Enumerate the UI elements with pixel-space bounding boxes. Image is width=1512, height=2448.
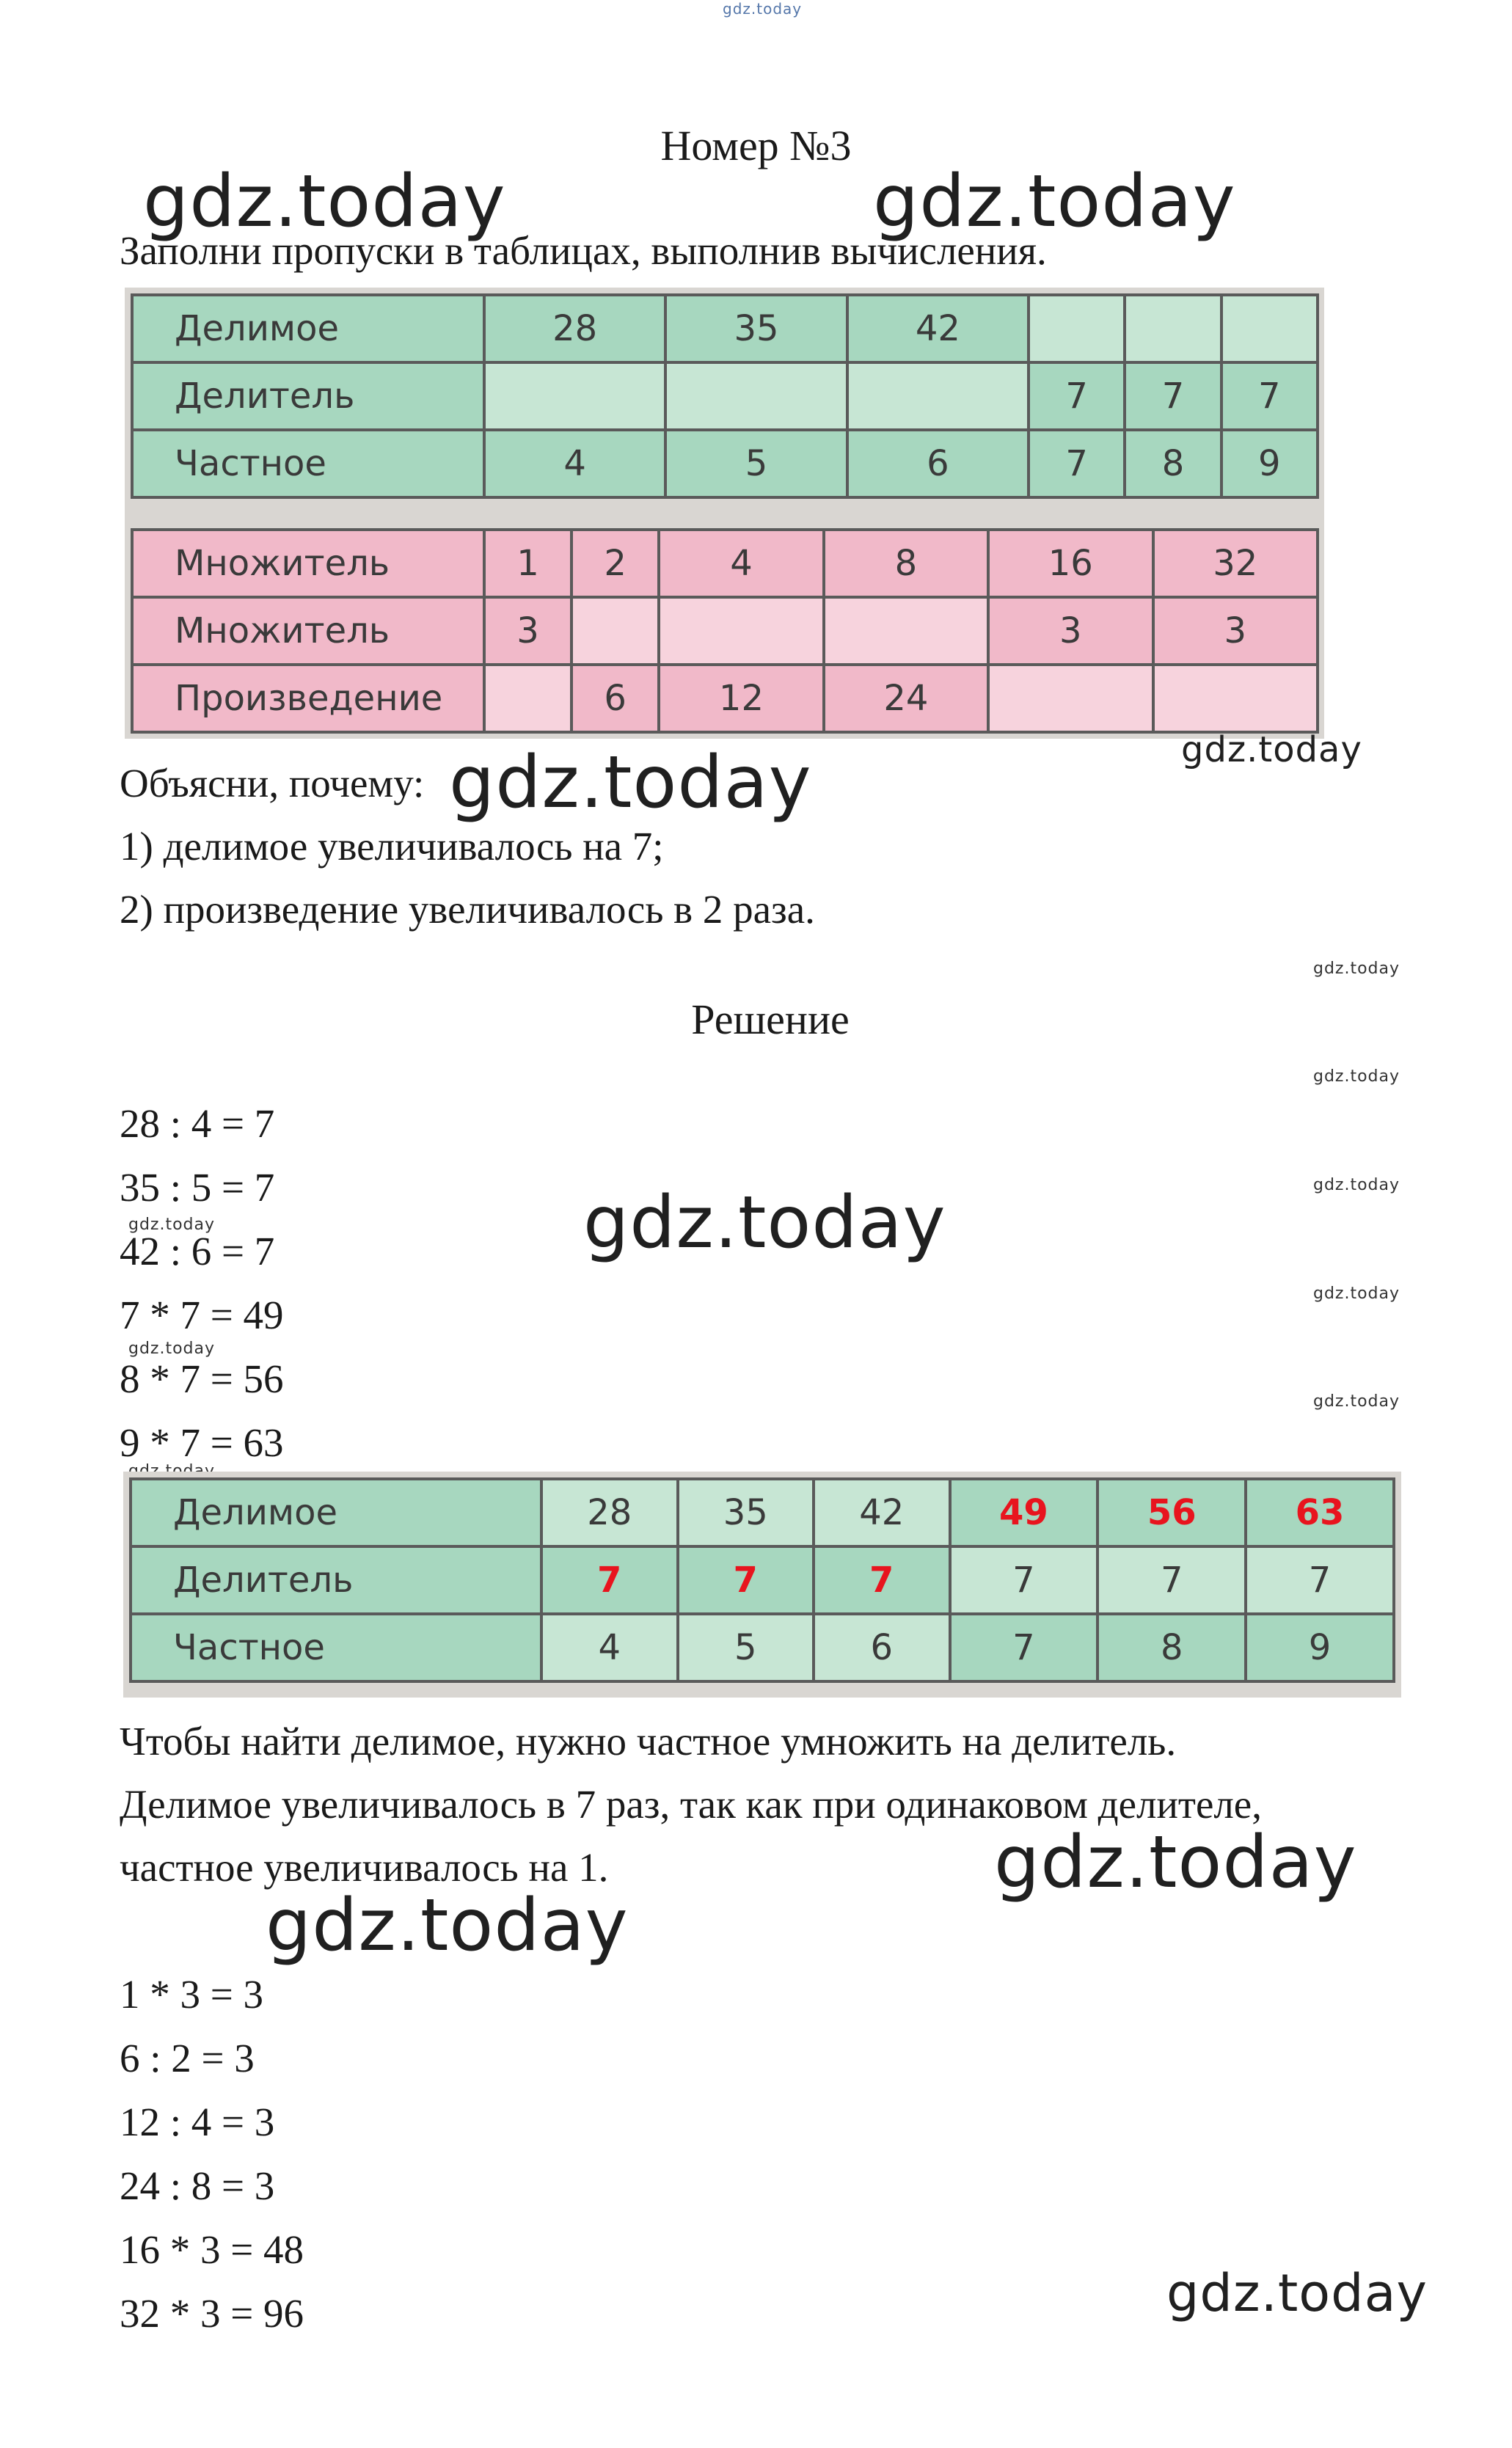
table-cell: 42: [847, 295, 1029, 362]
table-cell: 9: [1221, 430, 1318, 497]
table-cell: [1125, 295, 1221, 362]
calc-line: 24 : 8 = 3: [120, 2163, 275, 2208]
table-cell: 16: [988, 530, 1153, 597]
filled-cell: 56: [1098, 1479, 1246, 1546]
table-cell: 6: [847, 430, 1029, 497]
table-cell: 5: [678, 1614, 814, 1681]
rule-line: Чтобы найти делимое, нужно частное умножить на делитель.: [120, 1719, 1177, 1764]
watermark: gdz.today: [1313, 1067, 1400, 1086]
calc-line: 7 * 7 = 49: [120, 1293, 284, 1337]
calc-line: 32 * 3 = 96: [120, 2291, 304, 2336]
calc-line: 1 * 3 = 3: [120, 1972, 264, 2017]
explain-item-2: 2) произведение увеличивалось в 2 раза.: [120, 887, 815, 932]
table-row: [132, 597, 1318, 665]
table-cell: 7: [1221, 362, 1318, 430]
table-cell: [484, 362, 665, 430]
table-cell: 12: [659, 665, 823, 732]
table-row: [132, 665, 1318, 732]
filled-cell: 49: [950, 1479, 1098, 1546]
row-label: Произведение: [132, 665, 484, 732]
calc-line: 28 : 4 = 7: [120, 1101, 275, 1146]
top-watermark: gdz.today: [723, 0, 803, 18]
division-table: [131, 293, 1319, 499]
explain-label: Объясни, почему:: [120, 761, 425, 805]
rule-line: частное увеличивалось на 1.: [120, 1845, 609, 1890]
filled-cell: 7: [678, 1546, 814, 1614]
table-cell: 6: [571, 665, 659, 732]
calc-line: 9 * 7 = 63: [120, 1420, 284, 1465]
table-cell: 35: [665, 295, 847, 362]
watermark: gdz.today: [873, 160, 1236, 244]
calc-line: 6 : 2 = 3: [120, 2036, 255, 2080]
table-row: [132, 362, 1318, 430]
watermark: gdz.today: [266, 1884, 629, 1967]
row-label: Делимое: [131, 1479, 541, 1546]
row-label: Делитель: [131, 1546, 541, 1614]
row-label: Множитель: [132, 530, 484, 597]
table-cell: 6: [814, 1614, 950, 1681]
calc-line: 12 : 4 = 3: [120, 2100, 275, 2144]
table-row: [131, 1614, 1394, 1681]
table-cell: 4: [659, 530, 823, 597]
table-cell: [665, 362, 847, 430]
table-cell: 7: [1098, 1546, 1246, 1614]
calc-line: 16 * 3 = 48: [120, 2227, 304, 2272]
watermark: gdz.today: [1313, 1285, 1400, 1303]
table-cell: [824, 597, 988, 665]
table-cell: 9: [1246, 1614, 1394, 1681]
watermark: gdz.today: [143, 160, 506, 244]
table-cell: 35: [678, 1479, 814, 1546]
table-cell: 7: [1246, 1546, 1394, 1614]
table-cell: [988, 665, 1153, 732]
table-cell: 42: [814, 1479, 950, 1546]
table-cell: 8: [1125, 430, 1221, 497]
task-text: Заполни пропуски в таблицах, выполнив вычисления.: [120, 228, 1047, 273]
table-cell: 8: [1098, 1614, 1246, 1681]
table-row: [131, 1546, 1394, 1614]
multiplication-table: [131, 528, 1319, 734]
table-cell: 7: [1125, 362, 1221, 430]
table-row: [132, 430, 1318, 497]
table-cell: 5: [665, 430, 847, 497]
row-label: Частное: [131, 1614, 541, 1681]
table-cell: 32: [1153, 530, 1318, 597]
table-cell: 3: [988, 597, 1153, 665]
table-cell: 3: [1153, 597, 1318, 665]
page-title: Номер №3: [660, 122, 852, 169]
watermark: gdz.today: [1313, 1392, 1400, 1411]
table-cell: [1029, 295, 1125, 362]
watermark: gdz.today: [128, 1216, 216, 1234]
watermark: gdz.today: [1166, 2263, 1428, 2323]
table-cell: [1153, 665, 1318, 732]
watermark: gdz.today: [1313, 960, 1400, 978]
table-cell: 3: [484, 597, 571, 665]
table-cell: 24: [824, 665, 988, 732]
table-cell: 28: [541, 1479, 678, 1546]
table-cell: 7: [950, 1614, 1098, 1681]
table-cell: 7: [950, 1546, 1098, 1614]
table-row: [132, 295, 1318, 362]
table-cell: 1: [484, 530, 571, 597]
calc-line: 42 : 6 = 7: [120, 1229, 275, 1274]
table-cell: [484, 665, 571, 732]
row-label: Делимое: [132, 295, 484, 362]
watermark: gdz.today: [449, 741, 812, 825]
watermark: gdz.today: [1313, 1176, 1400, 1194]
table-cell: 7: [1029, 362, 1125, 430]
table-cell: 7: [1029, 430, 1125, 497]
table-row: [132, 530, 1318, 597]
solved-division-table: [129, 1477, 1395, 1683]
table-cell: 4: [484, 430, 665, 497]
watermark: gdz.today: [583, 1181, 946, 1265]
rule-line: Делимое увеличивалось в 7 раз, так как при одинаковом делителе,: [120, 1782, 1262, 1827]
filled-cell: 63: [1246, 1479, 1394, 1546]
row-label: Множитель: [132, 597, 484, 665]
explain-item-1: 1) делимое увеличивалось на 7;: [120, 824, 664, 869]
filled-cell: 7: [814, 1546, 950, 1614]
table-cell: 28: [484, 295, 665, 362]
filled-cell: 7: [541, 1546, 678, 1614]
table-cell: 8: [824, 530, 988, 597]
row-label: Делитель: [132, 362, 484, 430]
watermark: gdz.today: [1181, 729, 1362, 770]
table-row: [131, 1479, 1394, 1546]
solution-title: Решение: [691, 995, 850, 1043]
watermark: gdz.today: [994, 1821, 1357, 1904]
table-cell: 2: [571, 530, 659, 597]
calc-line: 35 : 5 = 7: [120, 1165, 275, 1210]
table-cell: [659, 597, 823, 665]
row-label: Частное: [132, 430, 484, 497]
table-cell: [847, 362, 1029, 430]
watermark: gdz.today: [128, 1340, 216, 1358]
table-cell: [571, 597, 659, 665]
table-cell: 4: [541, 1614, 678, 1681]
calc-line: 8 * 7 = 56: [120, 1356, 284, 1401]
table-cell: [1221, 295, 1318, 362]
